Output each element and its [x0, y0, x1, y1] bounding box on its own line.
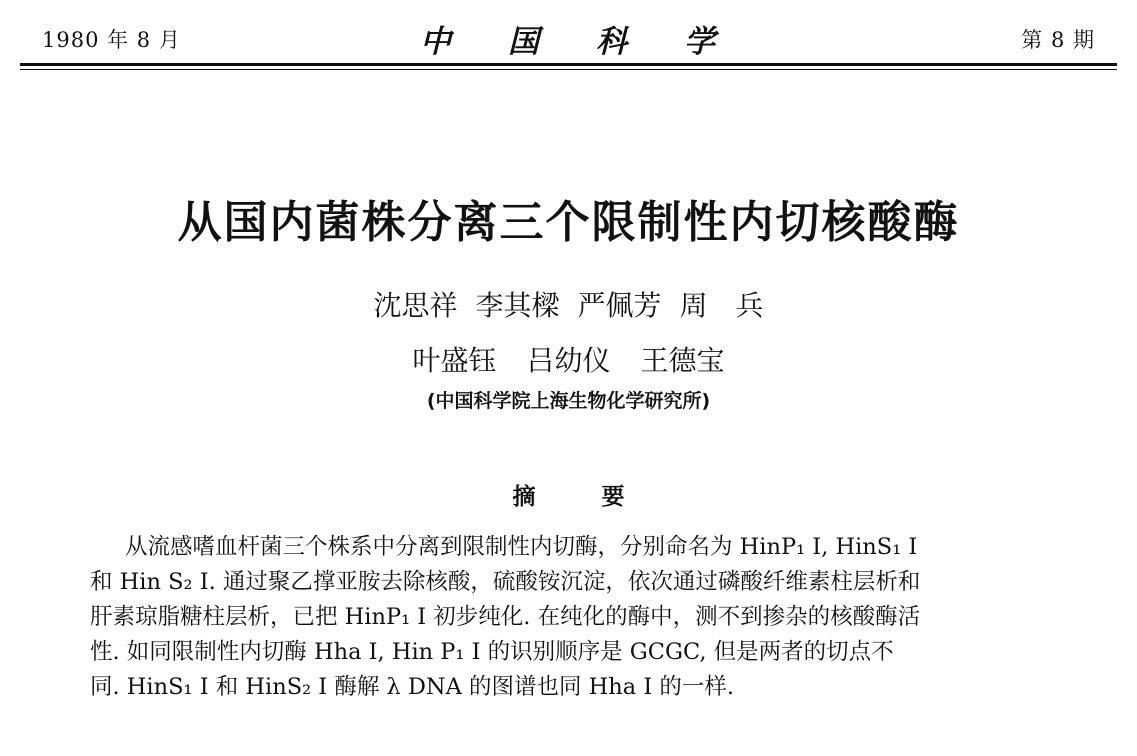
author-name: 李其樑 [475, 289, 560, 322]
header-rule-thick [20, 63, 1117, 66]
abstract-body [90, 530, 1060, 705]
abstract-line: 同. HinS₁ I 和 HinS₂ I 酶解 λ DNA 的图谱也同 Hha I 的一样. [90, 674, 735, 700]
authors-line-1 [0, 284, 1137, 324]
author-name: 吕幼仪 [526, 344, 611, 377]
issue-number: 第 8 期 [1021, 28, 1095, 52]
affiliation: (中国科学院上海生物化学研究所) [426, 390, 711, 412]
author-name: 王德宝 [640, 344, 725, 377]
abstract-line: 肝素琼脂糖柱层析，已把 HinP₁ I 初步纯化. 在纯化的酶中，测不到掺杂的核酸酶活 [90, 604, 921, 630]
author-name: 严佩芳 [577, 289, 662, 322]
header-rule-thin [20, 69, 1117, 70]
author-name: 周 兵 [679, 289, 764, 322]
article-title: 从国内菌株分离三个限制性内切核酸酶 [177, 197, 960, 248]
issue-date: 1980 年 8 月 [42, 28, 181, 52]
journal-name: 中国科学 [420, 24, 772, 60]
abstract-line: 从流感嗜血杆菌三个株系中分离到限制性内切酶，分别命名为 HinP₁ I, HinS₁ I [125, 534, 918, 560]
author-name: 沈思祥 [373, 289, 458, 322]
authors-line-2 [0, 339, 1137, 379]
abstract-heading: 摘要 [512, 484, 691, 510]
abstract-line: 性. 如同限制性内切酶 Hha I, Hin P₁ I 的识别顺序是 GCGC, 但是两者的切点不 [90, 639, 894, 665]
author-name: 叶盛钰 [412, 344, 497, 377]
abstract-line: 和 Hin S₂ I. 通过聚乙撑亚胺去除核酸，硫酸铵沉淀，依次通过磷酸纤维素柱层析和 [90, 569, 921, 595]
